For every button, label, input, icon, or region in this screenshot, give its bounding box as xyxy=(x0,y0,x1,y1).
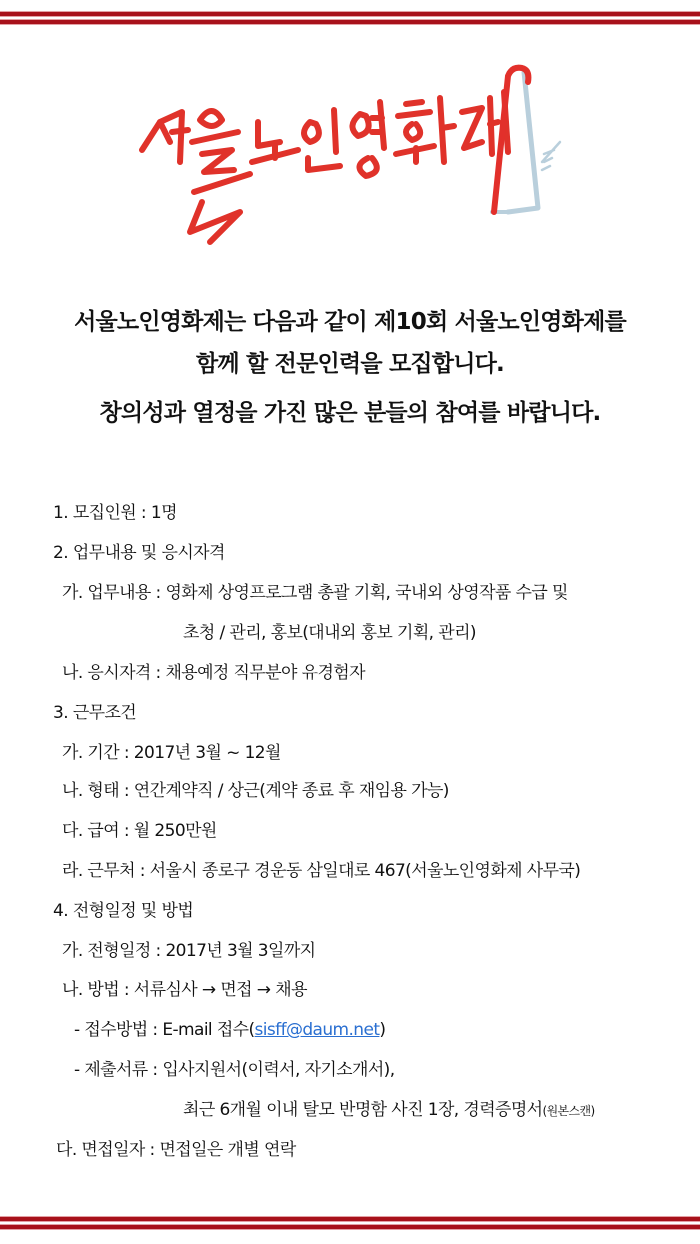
application-method xyxy=(74,1015,385,1040)
required-documents-text: 최근 6개월 이내 탈모 반명함 사진 1장, 경력증명서 xyxy=(183,1100,543,1120)
original-scan-note: (원본스캔) xyxy=(542,1104,595,1118)
bottom-border-line-2 xyxy=(0,1225,700,1229)
top-border-line-1 xyxy=(0,12,700,16)
interview-date: 다. 면접일자 : 면접일은 개별 연락 xyxy=(56,1140,296,1160)
required-documents-line-2 xyxy=(183,1095,595,1120)
application-method-label: - 접수방법 : E-mail 접수( xyxy=(74,1020,255,1040)
employment-type: 나. 형태 : 연간계약직 / 상근(계약 종료 후 재임용 가능) xyxy=(62,781,449,801)
application-method-close: ) xyxy=(379,1020,386,1040)
top-border-line-2 xyxy=(0,20,700,24)
bottom-border-line-1 xyxy=(0,1217,700,1221)
required-documents-line-1: - 제출서류 : 입사지원서(이력서, 자기소개서), xyxy=(74,1060,395,1080)
festival-logo xyxy=(130,62,570,262)
workplace: 라. 근무처 : 서울시 종로구 경운동 삼일대로 467(서울노인영화제 사무국) xyxy=(62,861,581,881)
work-period: 가. 기간 : 2017년 3월 ~ 12월 xyxy=(62,743,281,763)
recruit-count: 1. 모집인원 : 1명 xyxy=(53,503,177,523)
duties-line-2: 초청 / 관리, 홍보(대내외 홍보 기획, 관리) xyxy=(183,623,476,643)
selection-schedule: 가. 전형일정 : 2017년 3월 3일까지 xyxy=(62,941,316,961)
application-email-link[interactable]: sisff@daum.net xyxy=(254,1020,380,1040)
section-3-title: 3. 근무조건 xyxy=(53,703,137,723)
selection-method: 나. 방법 : 서류심사 → 면접 → 채용 xyxy=(62,980,307,1000)
logo-brush-calligraphy-icon xyxy=(130,62,570,262)
section-2-title: 2. 업무내용 및 응시자격 xyxy=(53,543,225,563)
intro-line-2: 함께 할 전문인력을 모집합니다. xyxy=(196,351,504,377)
section-4-title: 4. 전형일정 및 방법 xyxy=(53,901,194,921)
intro-line-3: 창의성과 열정을 가진 많은 분들의 참여를 바랍니다. xyxy=(99,400,601,426)
intro-line-1: 서울노인영화제는 다음과 같이 제10회 서울노인영화제를 xyxy=(74,309,626,335)
qualification: 나. 응시자격 : 채용예정 직무분야 유경험자 xyxy=(62,663,365,683)
salary: 다. 급여 : 월 250만원 xyxy=(62,821,217,841)
duties-line-1: 가. 업무내용 : 영화제 상영프로그램 총괄 기획, 국내외 상영작품 수급 및 xyxy=(62,583,568,603)
